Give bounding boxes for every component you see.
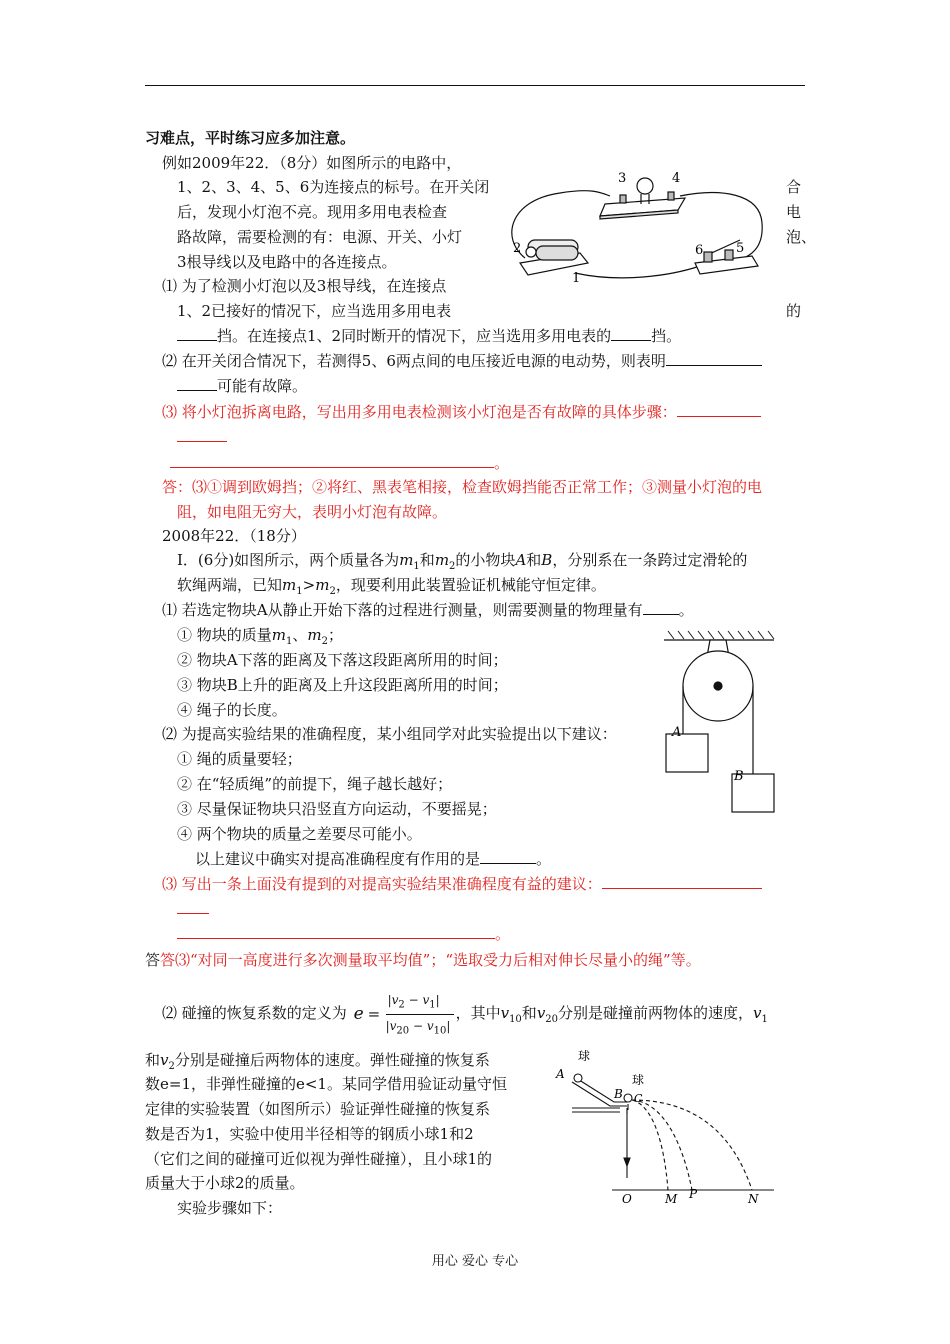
collision-line5: 数是否为1，实验中使用半径相等的钢质小球1和2 <box>145 1125 474 1143</box>
text: 分别是碰撞后两物体的速度。弹性碰撞的恢复系 <box>174 1051 490 1069</box>
fig-label: C <box>634 1092 643 1105</box>
text: 以上建议中确实对提高准确程度有作用的是 <box>195 850 481 868</box>
problem-2008-title: 2008年22．（18分） <box>162 527 306 545</box>
text: 软绳两端，已知 <box>177 576 283 594</box>
problem-2009-q1b: 1、2已接好的情况下，应当选用多用电表 <box>177 302 452 320</box>
blank <box>170 453 494 468</box>
problem-2009-q3a <box>162 402 761 422</box>
problem-2009-q2b <box>177 376 307 396</box>
blank <box>177 899 209 914</box>
answer-text: 答⑶“对同一高度进行多次测量取平均值”；“选取受力后相对伸长尽量小的绳”等。 <box>160 951 701 969</box>
problem-2009-line2-end: 合 <box>786 178 802 196</box>
problem-2008-q1 <box>162 600 694 620</box>
q3-end: 。 <box>494 454 510 472</box>
text: 和 <box>521 1004 537 1022</box>
fig-label: P <box>689 1187 698 1201</box>
text: 和 <box>145 1051 161 1069</box>
m1: m <box>271 626 287 644</box>
option-1: ① 物块的质量$m_1$、$m_2$； <box>177 626 344 647</box>
blank <box>177 427 227 442</box>
page-footer: 用心 爱心 专心 <box>431 1254 519 1269</box>
problem-2009-line5: 3根导线以及电路中的各连接点。 <box>177 253 397 271</box>
pulley-diagram <box>660 628 778 820</box>
circuit-diagram <box>500 168 770 288</box>
collision-line3: 数e=1，非弹性碰撞的e<1。某同学借用验证动量守恒 <box>145 1075 507 1093</box>
q2b-text: 可能有故障。 <box>217 377 308 395</box>
text: ，分别系在一条跨过定滑轮的 <box>552 551 748 569</box>
text: ⑵ 碰撞的恢复系数的定义为 <box>162 1004 347 1022</box>
problem-2008-i1: Ⅰ．(6分)如图所示，两个质量各为$m_1$和$m_2$的小物块A和B，分别系在一条跨过定滑轮的 <box>177 551 748 572</box>
fig-label: A <box>556 1067 565 1081</box>
problem-2009-q3b <box>177 427 227 447</box>
problem-2009-line4: 路故障，需要检测的有：电源、开关、小灯 <box>177 228 463 246</box>
text: Ⅰ．(6分)如图所示，两个质量各为 <box>177 551 400 569</box>
problem-2009-line4-end: 泡、 <box>786 228 817 246</box>
problem-2008-q3 <box>162 874 762 894</box>
circuit-label: 3 <box>618 171 627 186</box>
problem-2009-q2a <box>162 351 762 371</box>
header-rule <box>145 85 805 86</box>
problem-2009-q1b-end: 的 <box>786 302 802 320</box>
fig-label: B <box>614 1087 623 1101</box>
collision-line2: 和$v_2$分别是碰撞后两物体的速度。弹性碰撞的恢复系 <box>145 1051 490 1072</box>
page-heading: 习难点，平时练习应多加注意。 <box>145 129 356 147</box>
blank <box>643 600 679 615</box>
block-B-label: B <box>734 769 744 784</box>
suggestion-3: ③ 尽量保证物块只沿竖直方向运动，不要摇晃； <box>177 800 497 818</box>
text: 。 <box>536 850 552 868</box>
fig-label: N <box>748 1192 759 1205</box>
problem-2009-q1a: ⑴ 为了检测小灯泡以及3根导线，在连接点 <box>162 277 447 295</box>
problem-2009-line3-end: 电 <box>786 203 802 221</box>
blank <box>677 402 761 417</box>
answer-2009-line2: 阻，如电阻无穷大，表明小灯泡有故障。 <box>177 503 448 521</box>
text: ① 物块的质量 <box>177 626 272 644</box>
circuit-label: 1 <box>572 271 581 286</box>
fig-label: M <box>665 1192 678 1205</box>
option-3: ③ 物块B上升的距离及上升这段距离所用的时间； <box>177 676 508 694</box>
blank <box>666 351 762 366</box>
circuit-label: 5 <box>736 241 745 256</box>
fig-label: 球 <box>578 1050 591 1063</box>
option-2: ② 物块A下落的距离及下落这段距离所用的时间； <box>177 651 508 669</box>
problem-2009-line2: 1、2、3、4、5、6为连接点的标号。在开关闭 <box>177 178 490 196</box>
blank <box>177 326 217 341</box>
q1c-text: 挡。在连接点1、2同时断开的情况下，应当选用多用电表的 <box>217 327 612 345</box>
text: 和 <box>526 551 542 569</box>
text: ，现要利用此装置验证机械能守恒定律。 <box>335 576 606 594</box>
answer-2008 <box>145 950 701 970</box>
circuit-label: 4 <box>672 171 681 186</box>
restitution-formula: e = $|v_2 - v_1|$ $|v_{20} - v_{10}|$ <box>352 990 456 1038</box>
fig-label: 球 <box>632 1073 645 1087</box>
problem-2008-i2: 软绳两端，已知$m_1>m_2$，现要利用此装置验证机械能守恒定律。 <box>177 576 606 597</box>
text: 。 <box>495 925 511 943</box>
circuit-label: 2 <box>513 241 522 256</box>
m2: m <box>434 551 450 569</box>
text: 的小物块 <box>455 551 516 569</box>
q1c-end: 挡。 <box>651 327 682 345</box>
collision-line8: 实验步骤如下： <box>177 1199 283 1217</box>
option-4: ④ 绳子的长度。 <box>177 701 287 719</box>
fig-label: O <box>622 1192 632 1205</box>
var-A: A <box>515 551 527 569</box>
m2: m <box>315 576 330 594</box>
problem-2009-line3: 后，发现小灯泡不亮。现用多用电表检查 <box>177 203 448 221</box>
blank <box>602 874 762 889</box>
problem-2009-q1c <box>177 326 681 346</box>
suggestion-1: ① 绳的质量要轻； <box>177 750 302 768</box>
block-A-label: A <box>672 725 682 740</box>
suggestion-question <box>195 849 551 869</box>
m1: m <box>399 551 414 569</box>
collision-line7: 质量大于小球2的质量。 <box>145 1174 305 1192</box>
suggestion-2: ② 在“轻质绳”的前提下，绳子越长越好； <box>177 775 453 793</box>
blank <box>177 376 217 391</box>
q2a-text: ⑵ 在开关闭合情况下，若测得5、6两点间的电压接近电源的电动势，则表明 <box>162 352 666 370</box>
problem-2008-q2: ⑵ 为提高实验结果的准确程度，某小组同学对此实验提出以下建议： <box>162 725 617 743</box>
text: ⑶ 写出一条上面没有提到的对提高实验结果准确程度有益的建议： <box>162 875 602 893</box>
collision-line6: （它们之间的碰撞可近似视为弹性碰撞），且小球1的 <box>145 1150 493 1168</box>
circuit-label: 6 <box>695 243 704 258</box>
text: 和 <box>419 551 435 569</box>
answer-prefix: 答 <box>145 951 161 969</box>
m2: m <box>307 626 322 644</box>
problem-2009-q3c <box>170 453 509 473</box>
text: 。 <box>678 601 694 619</box>
suggestion-4: ④ 两个物块的质量之差要尽可能小。 <box>177 825 422 843</box>
collision-line1: ⑵ 碰撞的恢复系数的定义为 e = $|v_2 - v_1|$ $|v_{20} - v_{10}|$ ，其中$v_{10}$和$v_{20}$分别是碰撞前两物体的速度，$v_1$ <box>162 990 768 1038</box>
text: ，其中 <box>455 1004 501 1022</box>
problem-2009-intro: 例如2009年22．（8分）如图所示的电路中， <box>162 154 462 172</box>
collision-diagram <box>552 1050 777 1205</box>
problem-2008-q3-cont2 <box>177 924 510 944</box>
collision-line4: 定律的实验装置（如图所示）验证弹性碰撞的恢复系 <box>145 1100 491 1118</box>
text: 分别是碰撞前两物体的速度， <box>558 1004 754 1022</box>
blank <box>177 924 495 939</box>
problem-2008-q3-cont <box>177 899 209 919</box>
blank <box>611 326 651 341</box>
blank <box>480 849 536 864</box>
answer-2009-line1: 答：⑶①调到欧姆挡；②将红、黑表笔相接，检查欧姆挡能否正常工作；③测量小灯泡的电 <box>162 478 763 496</box>
q3a-text: ⑶ 将小灯泡拆离电路，写出用多用电表检测该小灯泡是否有故障的具体步骤： <box>162 403 677 421</box>
var-B: B <box>541 551 553 569</box>
m1: m <box>282 576 297 594</box>
text: ⑴ 若选定物块A从静止开始下落的过程进行测量，则需要测量的物理量有 <box>162 601 643 619</box>
